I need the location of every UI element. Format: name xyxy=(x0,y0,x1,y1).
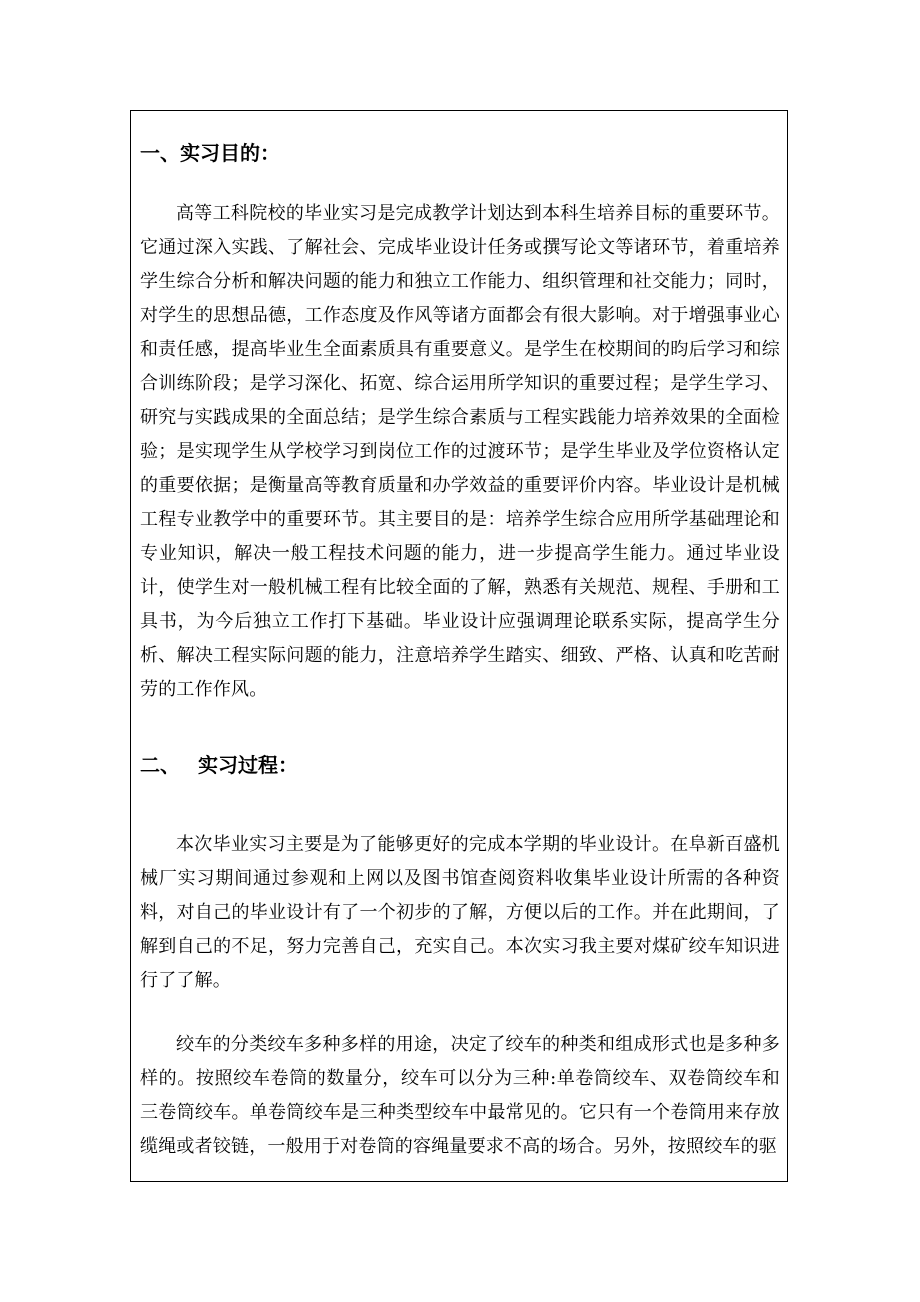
process-paragraph: 本次毕业实习主要是为了能够更好的完成本学期的毕业设计。在阜新百盛机械厂实习期间通过参观和上网以及图书馆查阅资料收集毕业设计所需的各种资料，对自己的毕业设计有了一个初步的了解，方便以后的工作。并在此期间，了解到自己的不足，努力完善自己，充实自己。本次实习我主要对煤矿绞车知识进行了了解。 xyxy=(140,834,780,991)
document-frame xyxy=(130,110,788,1182)
section-number: 二、 xyxy=(140,753,180,777)
winch-paragraph: 绞车的分类绞车多种多样的用途，决定了绞车的种类和组成形式也是多种多样的。按照绞车卷筒的数量分，绞车可以分为三种:单卷筒绞车、双卷筒绞车和三卷筒绞车。单卷筒绞车是三种类型绞车中最常见的。它只有一个卷筒用来存放缆绳或者铰链，一般用于对卷筒的容绳量要求不高的场合。另外，按照绞车的驱 xyxy=(140,1034,780,1157)
section-heading-purpose: 一、实习目的： xyxy=(140,141,280,165)
purpose-paragraph: 高等工科院校的毕业实习是完成教学计划达到本科生培养目标的重要环节。它通过深入实践、了解社会、完成毕业设计任务或撰写论文等诸环节，着重培养学生综合分析和解决问题的能力和独立工作能力、组织管理和社交能力；同时，对学生的思想品德，工作态度及作风等诸方面都会有很大影响。对于增强事业心和责任感，提高毕业生全面素质具有重要意义。是学生在校期间的昀后学习和综合训练阶段；是学习深化、拓宽、综合运用所学知识的重要过程；是学生学习、研究与实践成果的全面总结；是学生综合素质与工程实践能力培养效果的全面检验；是实现学生从学校学习到岗位工作的过渡环节；是学生毕业及学位资格认定的重要依据；是衡量高等教育质量和办学效益的重要评价内容。毕业设计是机械工程专业教学中的重要环节。其主要目的是：培养学生综合应用所学基础理论和专业知识，解决一般工程技术问题的能力，进一步提高学生能力。通过毕业设计，使学生对一般机械工程有比较全面的了解，熟悉有关规范、规程、手册和工具书，为今后独立工作打下基础。毕业设计应强调理论联系实际，提高学生分析、解决工程实际问题的能力，注意培养学生踏实、细致、严格、认真和吃苦耐劳的工作作风。 xyxy=(140,203,780,700)
section-heading-process xyxy=(140,751,298,779)
section-title: 实习过程： xyxy=(198,753,298,777)
